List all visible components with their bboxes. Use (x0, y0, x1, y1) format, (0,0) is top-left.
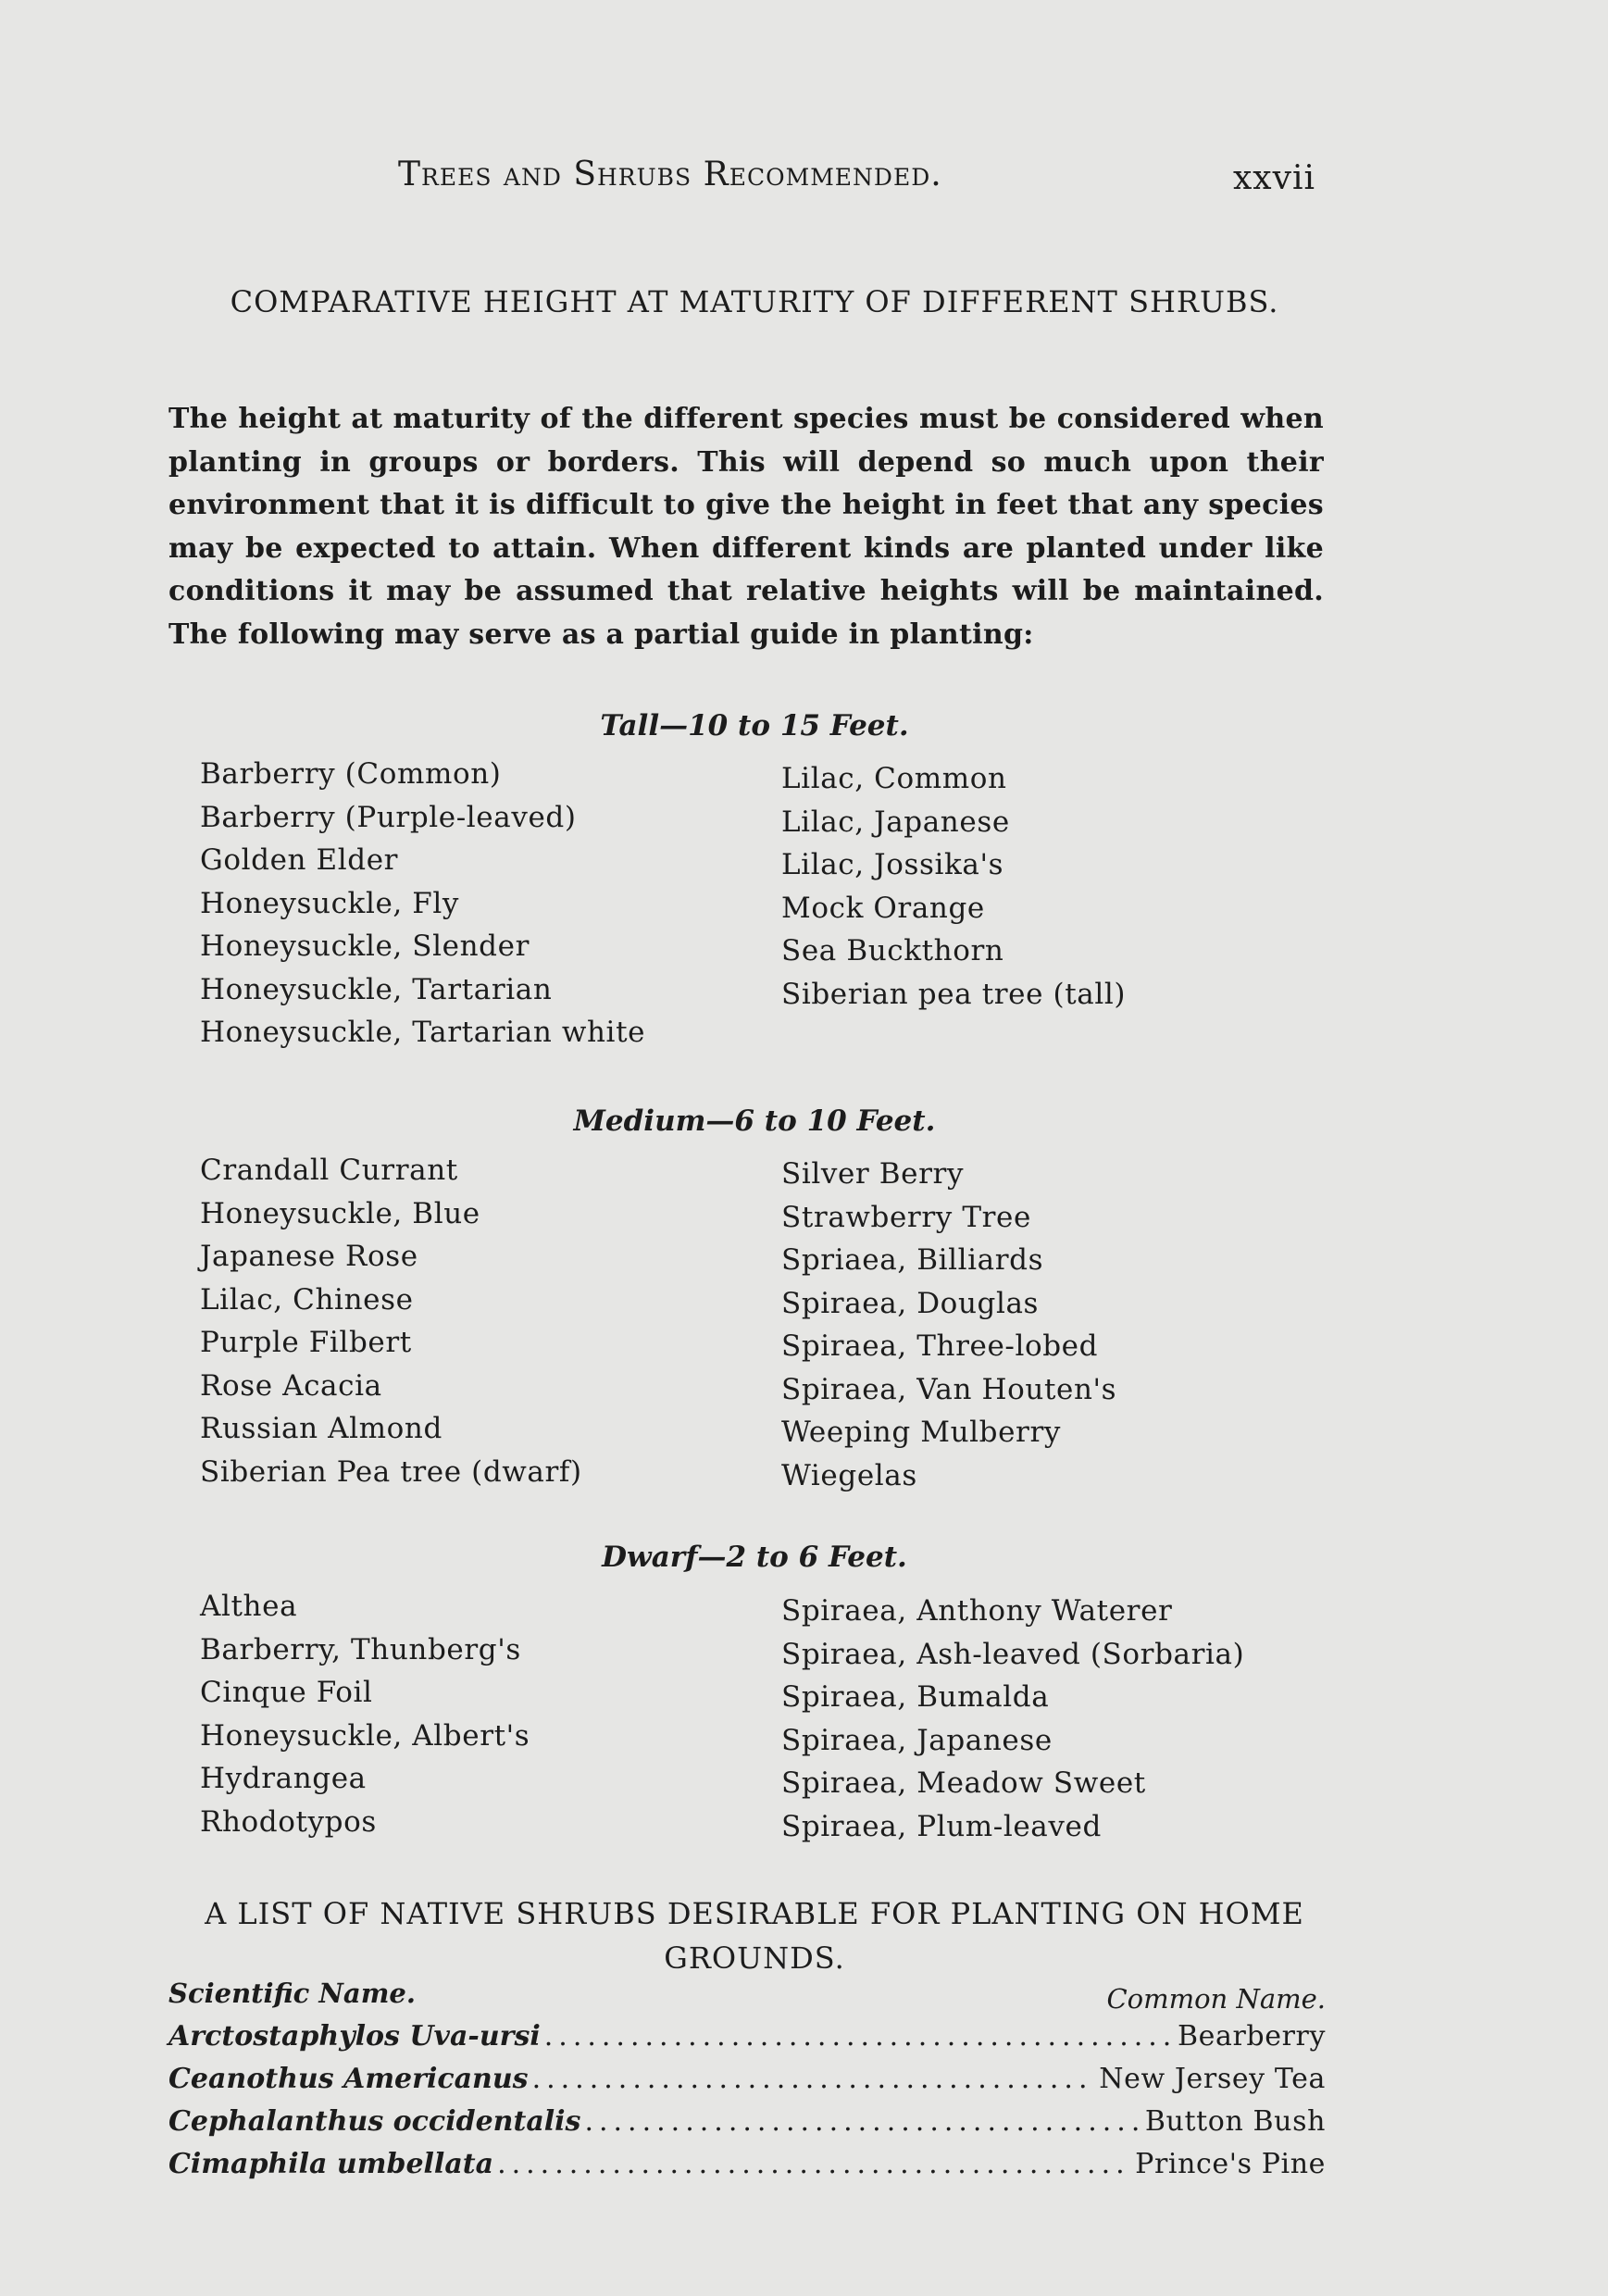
tall-list-right (781, 757, 1126, 1016)
list-item: Honeysuckle, Slender (200, 930, 530, 963)
list-item: Siberian Pea tree (dwarf) (200, 1454, 582, 1489)
list-item: Sea Buckthorn (781, 934, 1004, 967)
list-item: Lilac, Chinese (200, 1282, 414, 1316)
scientific-name-header: Scientific Name. (168, 1978, 416, 2009)
section-title-native-shrubs: A LIST OF NATIVE SHRUBS DESIRABLE FOR PLANTING ON HOME GROUNDS. (205, 1896, 1304, 1976)
group-heading-tall: Tall—10 to 15 Feet. (600, 709, 909, 742)
common-name: Prince's Pine (1135, 2148, 1326, 2180)
list-item: Lilac, Japanese (781, 805, 1010, 839)
list-item: Lilac, Jossika's (781, 848, 1004, 881)
native-row (168, 2148, 1326, 2180)
list-item: Honeysuckle, Albert's (200, 1718, 530, 1753)
scientific-name: Ceanothus Americanus (168, 2063, 529, 2095)
group-heading-medium: Medium—6 to 10 Feet. (573, 1104, 936, 1138)
native-row (168, 2020, 1326, 2053)
dot-leader (497, 2148, 1131, 2180)
list-item: Mock Orange (781, 891, 985, 925)
scientific-name: Cimaphila umbellata (168, 2148, 494, 2180)
list-item: Spiraea, Bumalda (781, 1680, 1050, 1714)
list-item: Cinque Foil (200, 1676, 373, 1709)
list-item: Barberry, Thunberg's (200, 1632, 521, 1666)
list-item: Russian Almond (200, 1412, 443, 1445)
list-item: Althea (200, 1590, 298, 1623)
medium-list-right (781, 1153, 1116, 1497)
common-name: New Jersey Tea (1099, 2063, 1326, 2095)
dwarf-list-left (200, 1585, 530, 1843)
list-item: Rose Acacia (200, 1368, 382, 1403)
dwarf-list-right (781, 1590, 1244, 1848)
running-head: Trees and Shrubs Recommended. (398, 156, 942, 193)
list-item: Spiraea, Japanese (781, 1723, 1053, 1757)
list-item: Lilac, Common (781, 762, 1007, 795)
list-item: Golden Elder (200, 843, 399, 877)
list-item: Spiraea, Plum-leaved (781, 1809, 1102, 1843)
list-item: Spiraea, Meadow Sweet (781, 1766, 1146, 1800)
common-name: Button Bush (1144, 2105, 1326, 2138)
list-item: Siberian pea tree (tall) (781, 977, 1127, 1011)
tall-list-left (200, 753, 645, 1054)
list-item: Spriaea, Billiards (781, 1243, 1044, 1277)
common-name-header: Common Name. (1106, 1983, 1326, 2015)
list-item: Hydrangea (200, 1762, 367, 1795)
list-item: Purple Filbert (200, 1326, 412, 1359)
intro-paragraph: The height at maturity of the different species must be considered when planting in groups or borders. This will depend so much upon their environment that it is difficult to give the height in feet that any species may be expected to attain. When different kinds are planted under like conditions it may be assumed that relative heights will be maintained. The following may serve as a partial guide in planting: (168, 403, 1324, 651)
list-item: Spiraea, Anthony Waterer (781, 1594, 1173, 1628)
section-title-comparative-height: COMPARATIVE HEIGHT AT MATURITY OF DIFFERENT SHRUBS. (230, 284, 1279, 319)
list-item: Spiraea, Douglas (781, 1286, 1040, 1320)
list-item: Silver Berry (781, 1157, 965, 1191)
list-item: Honeysuckle, Blue (200, 1196, 480, 1230)
list-item: Crandall Currant (200, 1154, 458, 1187)
list-item: Spiraea, Three-lobed (781, 1329, 1099, 1363)
list-item: Honeysuckle, Tartarian (200, 972, 553, 1006)
list-item: Barberry (Purple-leaved) (200, 800, 577, 834)
native-list-header (168, 1978, 1326, 2015)
list-item: Honeysuckle, Tartarian white (200, 1016, 646, 1049)
list-item: Japanese Rose (200, 1240, 418, 1273)
dot-leader (544, 2020, 1174, 2053)
list-item: Weeping Mulberry (781, 1416, 1062, 1449)
dot-leader (532, 2063, 1096, 2095)
scientific-name: Arctostaphylos Uva-ursi (168, 2020, 541, 2053)
list-item: Spiraea, Van Houten's (781, 1372, 1117, 1406)
scientific-name: Cephalanthus occidentalis (168, 2105, 581, 2138)
medium-list-left (200, 1149, 582, 1493)
list-item: Honeysuckle, Fly (200, 886, 460, 920)
group-heading-dwarf: Dwarf—2 to 6 Feet. (602, 1541, 907, 1574)
dot-leader (584, 2105, 1141, 2138)
list-item: Spiraea, Ash-leaved (Sorbaria) (781, 1637, 1245, 1671)
native-row (168, 2105, 1326, 2138)
common-name: Bearberry (1177, 2020, 1326, 2053)
list-item: Rhodotypos (200, 1804, 377, 1839)
page-number: xxvii (1233, 159, 1315, 197)
list-item: Barberry (Common) (200, 757, 502, 791)
list-item: Strawberry Tree (781, 1200, 1031, 1234)
list-item: Wiegelas (781, 1458, 917, 1492)
native-row (168, 2063, 1326, 2095)
